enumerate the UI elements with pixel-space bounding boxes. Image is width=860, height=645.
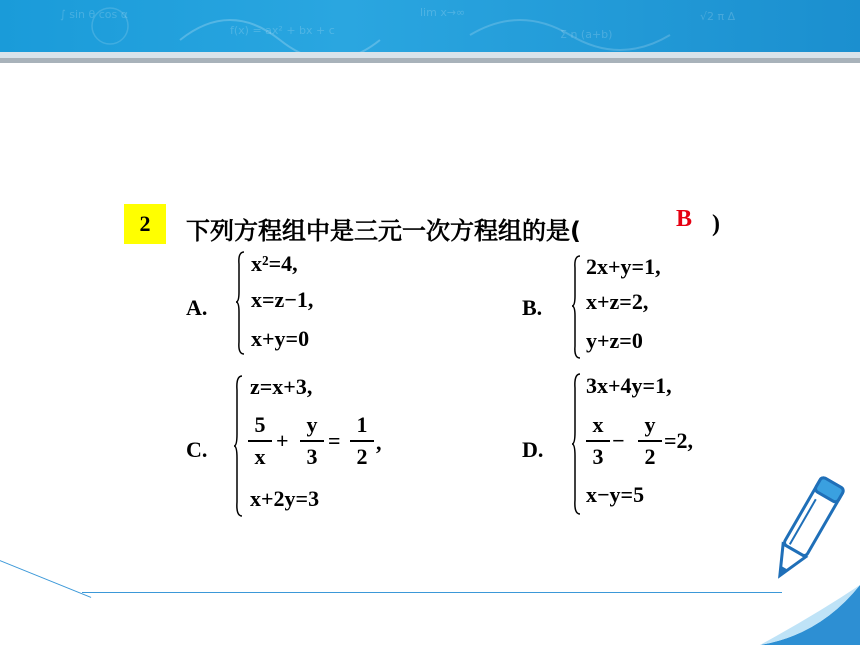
option-c-fraction-2 [300, 412, 324, 470]
option-b-equation-2: x+z=2, [586, 289, 649, 314]
fraction-bar [350, 440, 374, 442]
header-banner: ∫ sin θ cos α f(x) = ax² + bx + c lim x→∞ Σ n (a+b) √2 π Δ [0, 0, 860, 52]
option-c-fraction-1-denominator: x [254, 444, 266, 469]
option-c-fraction-3-denominator: 2 [356, 444, 368, 469]
option-d-minus-sign: − [612, 428, 625, 453]
option-a-equation-2: x=z−1, [251, 287, 314, 312]
option-c-fraction-1-numerator: 5 [254, 412, 266, 437]
option-c-equation-3: x+2y=3 [250, 486, 320, 511]
option-d-fraction-1 [586, 412, 610, 470]
option-d-fraction-2-numerator: y [644, 412, 656, 437]
option-c-brace [234, 374, 244, 518]
option-a-equation-1: x²=4, [251, 251, 298, 276]
option-c-label: C. [186, 437, 208, 462]
footer-divider [82, 592, 782, 593]
option-d-rhs: =2, [664, 428, 694, 453]
option-c-fraction-1 [248, 412, 272, 470]
option-c-fraction-3 [350, 412, 374, 470]
option-c-fraction-2-denominator: 3 [306, 444, 318, 469]
decorative-diagonal-line [0, 552, 91, 598]
answer-letter: B [676, 206, 693, 232]
option-d-brace [572, 372, 582, 516]
banner-wave-decoration [0, 0, 860, 52]
option-a-label: A. [186, 295, 208, 320]
option-b-equation-1: 2x+y=1, [586, 254, 661, 279]
option-c-plus-sign: + [276, 428, 289, 453]
option-d-label: D. [522, 437, 544, 462]
option-c-comma: , [376, 430, 382, 455]
option-d-fraction-2 [638, 412, 662, 470]
option-d-equation-3: x−y=5 [586, 482, 645, 507]
question-number-badge: 2 [124, 204, 166, 244]
option-d-equation-1: 3x+4y=1, [586, 373, 672, 398]
option-b-label: B. [522, 295, 543, 320]
option-d-fraction-1-numerator: x [592, 412, 604, 437]
option-d-fraction-1-denominator: 3 [592, 444, 604, 469]
option-b-brace [572, 254, 582, 359]
fraction-bar [300, 440, 324, 442]
option-a-equation-3: x+y=0 [251, 326, 310, 351]
page-curl-decoration [760, 585, 860, 645]
option-c-equation-1: z=x+3, [250, 374, 313, 399]
option-b-equation-3: y+z=0 [586, 328, 643, 353]
option-c-equals-sign: = [328, 428, 341, 453]
option-c-fraction-3-numerator: 1 [356, 412, 368, 437]
fraction-bar [638, 440, 662, 442]
pencil-icon [755, 470, 855, 590]
option-a-brace [236, 250, 246, 355]
question-text: 下列方程组中是三元一次方程组的是( [186, 217, 581, 245]
option-c-fraction-2-numerator: y [306, 412, 318, 437]
fraction-bar [586, 440, 610, 442]
option-d-fraction-2-denominator: 2 [644, 444, 656, 469]
header-band-dark [0, 58, 860, 63]
fraction-bar [248, 440, 272, 442]
question-close-paren: ) [712, 211, 720, 237]
